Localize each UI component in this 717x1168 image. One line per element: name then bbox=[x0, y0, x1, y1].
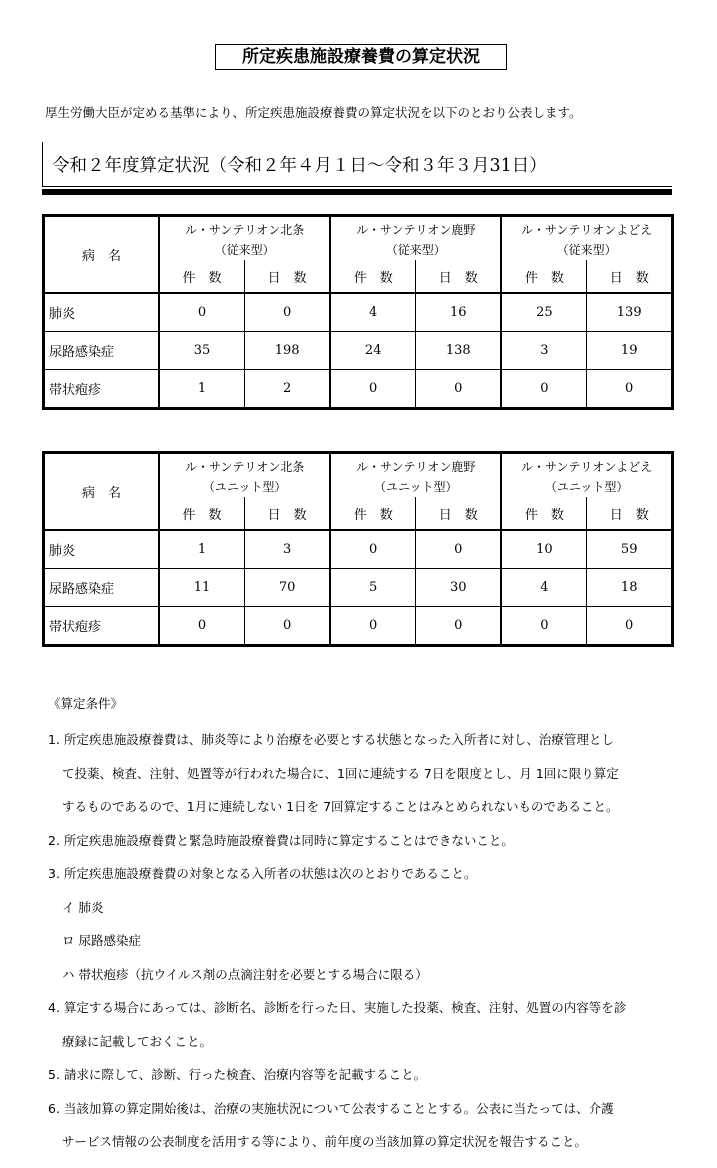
facility-name: ル・サンテリオンよどえ bbox=[521, 223, 653, 237]
count-cell: 11 bbox=[159, 569, 245, 607]
disease-name: 尿路感染症 bbox=[44, 569, 160, 607]
facility-type: （ユニット型） bbox=[202, 480, 287, 494]
condition-6-line-2: サービス情報の公表制度を活用する等により、前年度の当該加算の算定状況を報告すること。 bbox=[62, 1134, 588, 1149]
facility-header-shikano bbox=[330, 216, 501, 261]
days-header: 日 数 bbox=[587, 260, 673, 293]
count-cell: 4 bbox=[330, 293, 416, 332]
count-cell: 1 bbox=[159, 370, 245, 409]
days-cell: 0 bbox=[245, 293, 331, 332]
count-header: 件 数 bbox=[330, 497, 416, 530]
facility-type: （従来型） bbox=[385, 243, 446, 257]
count-cell: 0 bbox=[159, 293, 245, 332]
document-title: 所定疾患施設療養費の算定状況 bbox=[215, 44, 507, 70]
days-cell: 0 bbox=[245, 607, 331, 646]
count-cell: 10 bbox=[501, 530, 587, 569]
days-cell: 139 bbox=[587, 293, 673, 332]
facility-header-hojo bbox=[159, 216, 330, 261]
condition-3-item-ha: ハ 帯状疱疹（抗ウイルス剤の点滴注射を必要とする場合に限る） bbox=[62, 967, 428, 982]
disease-name: 肺炎 bbox=[44, 530, 160, 569]
count-header: 件 数 bbox=[501, 260, 587, 293]
count-cell: 0 bbox=[330, 607, 416, 646]
facility-type: （ユニット型） bbox=[544, 480, 629, 494]
heading-left-rule bbox=[42, 142, 43, 186]
days-cell: 30 bbox=[416, 569, 502, 607]
period-heading: 令和２年度算定状況（令和２年４月１日～令和３年３月31日） bbox=[52, 156, 547, 176]
count-header: 件 数 bbox=[159, 260, 245, 293]
facility-type: （従来型） bbox=[556, 243, 617, 257]
table-row-pneumonia bbox=[44, 293, 673, 332]
condition-4-line-1: 4. 算定する場合にあっては、診断名、診断を行った日、実施した投薬、検査、注射、処置の内容等を診 bbox=[48, 1000, 627, 1015]
condition-1-line-1: 1. 所定疾患施設療養費は、肺炎等により治療を必要とする状態となった入所者に対し、治療管理とし bbox=[48, 732, 614, 747]
table-row-shingles bbox=[44, 607, 673, 646]
count-cell: 25 bbox=[501, 293, 587, 332]
count-cell: 4 bbox=[501, 569, 587, 607]
count-header: 件 数 bbox=[330, 260, 416, 293]
condition-1-line-3: するものであるので、1月に連続しない 1日を 7回算定することはみとめられないものであること。 bbox=[62, 799, 619, 814]
count-cell: 1 bbox=[159, 530, 245, 569]
facility-header-hojo bbox=[159, 453, 330, 498]
days-header: 日 数 bbox=[245, 497, 331, 530]
count-cell: 0 bbox=[330, 370, 416, 409]
condition-3: 3. 所定疾患施設療養費の対象となる入所者の状態は次のとおりであること。 bbox=[48, 866, 477, 881]
table-unit bbox=[42, 451, 674, 647]
condition-2: 2. 所定疾患施設療養費と緊急時施設療養費は同時に算定することはできないこと。 bbox=[48, 833, 514, 848]
conditions-heading: 《算定条件》 bbox=[48, 696, 124, 711]
count-cell: 24 bbox=[330, 332, 416, 370]
facility-name: ル・サンテリオン北条 bbox=[184, 460, 305, 474]
facility-name: ル・サンテリオン鹿野 bbox=[356, 223, 476, 237]
days-cell: 198 bbox=[245, 332, 331, 370]
days-cell: 0 bbox=[416, 607, 502, 646]
facility-name: ル・サンテリオンよどえ bbox=[521, 460, 653, 474]
count-cell: 0 bbox=[501, 370, 587, 409]
days-cell: 2 bbox=[245, 370, 331, 409]
facility-header-yodoe bbox=[501, 453, 672, 498]
count-cell: 5 bbox=[330, 569, 416, 607]
condition-6-line-1: 6. 当該加算の算定開始後は、治療の実施状況について公表することとする。公表に当たっては、介護 bbox=[48, 1101, 614, 1116]
table-conventional bbox=[42, 214, 674, 410]
facility-header-yodoe bbox=[501, 216, 672, 261]
disease-column-header: 病 名 bbox=[44, 453, 160, 531]
condition-5: 5. 請求に際して、診断、行った検査、治療内容等を記載すること。 bbox=[48, 1067, 427, 1082]
days-header: 日 数 bbox=[416, 260, 502, 293]
days-header: 日 数 bbox=[587, 497, 673, 530]
count-cell: 0 bbox=[501, 607, 587, 646]
table-row-uti bbox=[44, 332, 673, 370]
count-cell: 3 bbox=[501, 332, 587, 370]
disease-name: 尿路感染症 bbox=[44, 332, 160, 370]
days-header: 日 数 bbox=[245, 260, 331, 293]
disease-name: 帯状疱疹 bbox=[44, 370, 160, 409]
count-header: 件 数 bbox=[159, 497, 245, 530]
days-cell: 59 bbox=[587, 530, 673, 569]
period-heading-block bbox=[42, 142, 672, 194]
condition-3-item-ro: ロ 尿路感染症 bbox=[62, 933, 141, 948]
days-cell: 19 bbox=[587, 332, 673, 370]
count-header: 件 数 bbox=[501, 497, 587, 530]
table-row-uti bbox=[44, 569, 673, 607]
heading-thick-rule bbox=[42, 189, 672, 195]
facility-type: （従来型） bbox=[214, 243, 275, 257]
days-cell: 0 bbox=[587, 607, 673, 646]
days-cell: 138 bbox=[416, 332, 502, 370]
count-cell: 0 bbox=[159, 607, 245, 646]
intro-text: 厚生労働大臣が定める基準により、所定疾患施設療養費の算定状況を以下のとおり公表します。 bbox=[45, 105, 582, 120]
facility-name: ル・サンテリオン北条 bbox=[184, 223, 305, 237]
count-cell: 0 bbox=[330, 530, 416, 569]
heading-thin-rule bbox=[42, 186, 672, 187]
days-cell: 0 bbox=[587, 370, 673, 409]
condition-3-item-i: イ 肺炎 bbox=[62, 900, 104, 915]
disease-column-header: 病 名 bbox=[44, 216, 160, 294]
days-cell: 0 bbox=[416, 370, 502, 409]
table-row-shingles bbox=[44, 370, 673, 409]
days-cell: 0 bbox=[416, 530, 502, 569]
facility-name: ル・サンテリオン鹿野 bbox=[356, 460, 476, 474]
days-header: 日 数 bbox=[416, 497, 502, 530]
condition-1-line-2: て投薬、検査、注射、処置等が行われた場合に、1回に連続する 7日を限度とし、月 1回に限り算定 bbox=[62, 766, 619, 781]
table-row-pneumonia bbox=[44, 530, 673, 569]
facility-type: （ユニット型） bbox=[373, 480, 458, 494]
days-cell: 3 bbox=[245, 530, 331, 569]
days-cell: 70 bbox=[245, 569, 331, 607]
disease-name: 帯状疱疹 bbox=[44, 607, 160, 646]
condition-4-line-2: 療録に記載しておくこと。 bbox=[62, 1034, 213, 1049]
days-cell: 16 bbox=[416, 293, 502, 332]
days-cell: 18 bbox=[587, 569, 673, 607]
facility-header-shikano bbox=[330, 453, 501, 498]
count-cell: 35 bbox=[159, 332, 245, 370]
disease-name: 肺炎 bbox=[44, 293, 160, 332]
